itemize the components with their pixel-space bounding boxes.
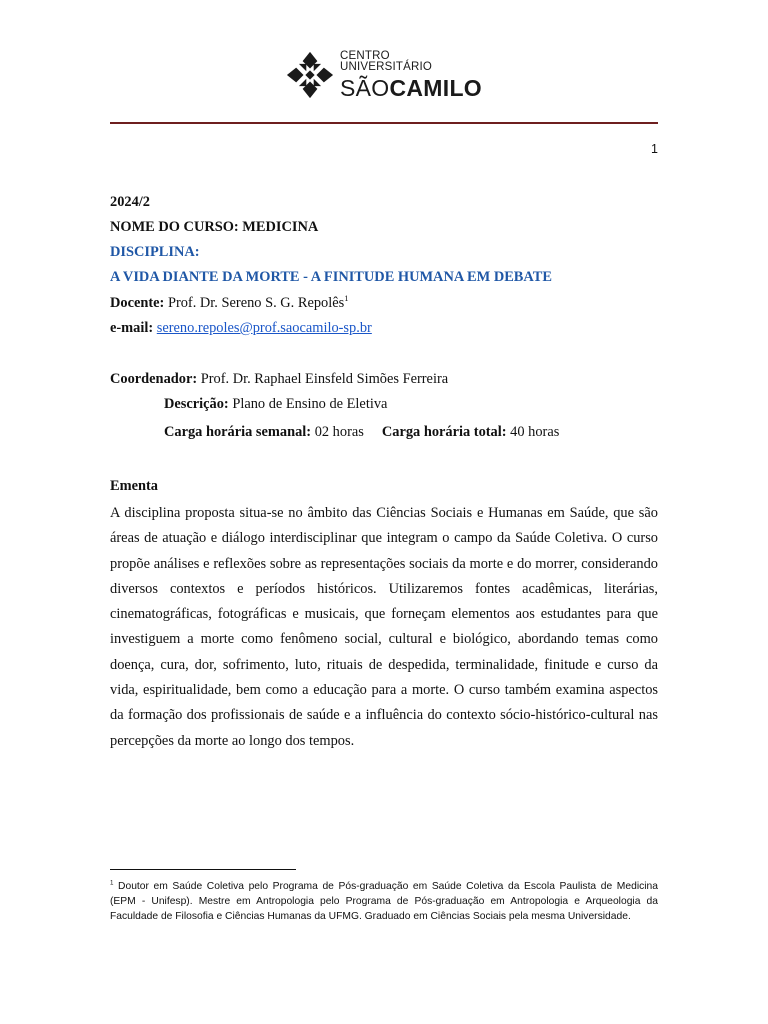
header-divider [110,122,658,124]
email-line [110,320,372,337]
footnote [110,879,658,924]
carga-semanal-label: Carga horária semanal: [164,424,312,440]
footnote-text: Doutor em Saúde Coletiva pelo Programa de Pós-graduação em Saúde Coletiva da Escola Paulista de Medicina (EPM - Unifesp). Mestre em Antropologia pelo Programa de Pós-graduação em Antropologia e Arqueologia da Faculdade de Filosofia e Ciências Humanas da UFMG. Graduado em Ciências Sociais pela mesma Universidade. [110,881,658,922]
email-link[interactable]: sereno.repoles@prof.saocamilo-sp.br [156,320,372,336]
ementa-body: A disciplina proposta situa-se no âmbito das Ciências Sociais e Humanas em Saúde, que são áreas de atuação e diálogo interdisciplinar que integram o campo da Saúde Coletiva. O curso propõe análises e reflexões sobre as representações sociais da morte e do morrer, considerando diversos contextos e períodos históricos. Utilizaremos fontes acadêmicas, literárias, cinematográficas, fotográficas e musicais, que forneçam elementos aos estudantes para que investiguem a morte como fenômeno social, cultural e biológico, abordando temas como doença, cura, dor, sofrimento, luto, rituais de despedida, terminalidade, finitude e curso da vida, espiritualidade, bem como a educação para a morte. O curso também examina aspectos da formação dos profissionais de saúde e a influência do contexto sócio-histórico-cultural nas percepções da morte ao longo dos tempos. [110,505,658,749]
carga-semanal-value: 02 horas [311,424,364,440]
descricao-label: Descrição: [164,396,229,412]
discipline-title: A VIDA DIANTE DA MORTE - A FINITUDE HUMANA EM DEBATE [110,269,552,285]
coordenador-line [110,371,448,388]
semester: 2024/2 [110,194,150,210]
footnote-ref[interactable]: 1 [344,293,349,304]
discipline-label: DISCIPLINA: [110,244,200,260]
descricao-line [164,396,387,413]
coordenador-label: Coordenador: [110,371,198,387]
university-logo [286,44,482,106]
logo-name-part1: SÃO [340,74,390,101]
course-name: NOME DO CURSO: MEDICINA [110,219,319,235]
page-number: 1 [651,142,658,156]
cross-logo-icon [286,49,334,101]
docente-label: Docente: [110,295,165,311]
email-label: e-mail: [110,320,154,336]
carga-line [164,424,559,441]
coordenador-value: Prof. Dr. Raphael Einsfeld Simões Ferreira [197,371,449,387]
footnote-divider [110,869,296,870]
docente-line [110,295,349,312]
docente-value: Prof. Dr. Sereno S. G. Repolês [164,295,345,311]
ementa-heading: Ementa [110,478,158,494]
logo-name-part2: CAMILO [389,74,482,101]
descricao-value: Plano de Ensino de Eletiva [228,396,388,412]
logo-subtitle: CENTRO UNIVERSITÁRIO [340,49,433,73]
footnote-mark: 1 [110,879,114,887]
carga-total-value: 40 horas [506,424,560,440]
carga-total-label: Carga horária total: [381,424,507,440]
